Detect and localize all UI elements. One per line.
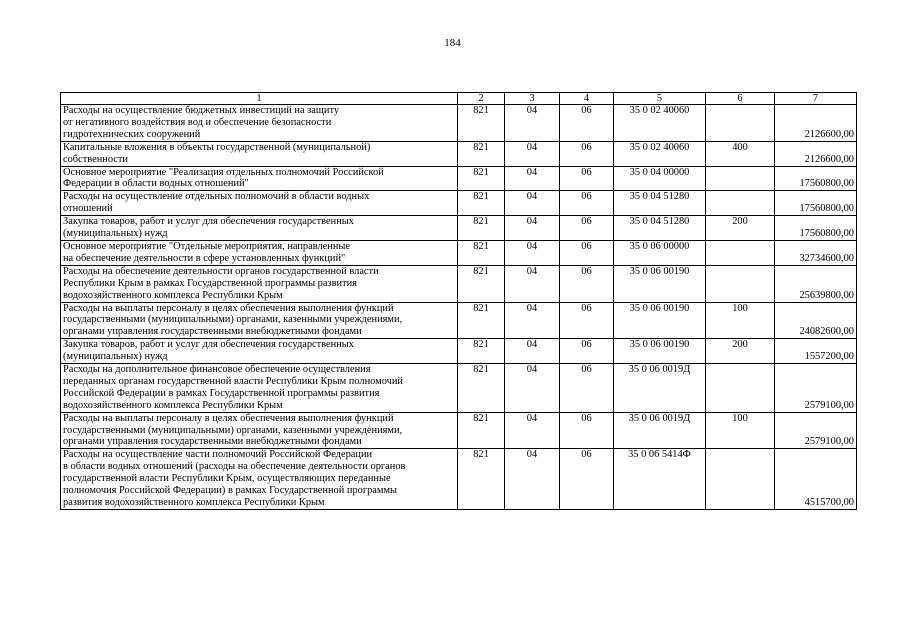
subsection-code-cell: 06	[560, 166, 614, 191]
target-article-cell: 35 0 06 0019Д	[614, 364, 706, 413]
amount-cell: 32734600,00	[775, 240, 857, 265]
header-cell: 5	[614, 93, 706, 105]
target-article-cell: 35 0 06 00190	[614, 339, 706, 364]
expense-type-cell	[706, 105, 775, 142]
description-cell: Основное мероприятие "Реализация отдельных полномочий Российской Федерации в области водных отношений"	[61, 166, 458, 191]
table-row	[61, 412, 857, 449]
section-code-cell: 04	[505, 449, 560, 510]
section-code-cell: 04	[505, 105, 560, 142]
subsection-code-cell: 06	[560, 141, 614, 166]
table-header-row	[61, 93, 857, 105]
subsection-code-cell: 06	[560, 339, 614, 364]
amount-cell: 2579100,00	[775, 364, 857, 413]
table-row	[61, 105, 857, 142]
section-code-cell: 04	[505, 166, 560, 191]
amount-cell: 17560800,00	[775, 216, 857, 241]
target-article-cell: 35 0 06 0019Д	[614, 412, 706, 449]
header-cell: 4	[560, 93, 614, 105]
target-article-cell: 35 0 06 00190	[614, 302, 706, 339]
grbs-code-cell: 821	[458, 216, 505, 241]
section-code-cell: 04	[505, 412, 560, 449]
grbs-code-cell: 821	[458, 339, 505, 364]
section-code-cell: 04	[505, 364, 560, 413]
table-row	[61, 166, 857, 191]
expense-type-cell	[706, 364, 775, 413]
subsection-code-cell: 06	[560, 412, 614, 449]
section-code-cell: 04	[505, 141, 560, 166]
description-cell: Расходы на выплаты персоналу в целях обеспечения выполнения функций государственными (муниципальными) органами, казенными учреждениями, органами управления государственными внебюджетными фондами	[61, 302, 458, 339]
expense-type-cell	[706, 240, 775, 265]
section-code-cell: 04	[505, 339, 560, 364]
amount-cell: 2126600,00	[775, 141, 857, 166]
table-row	[61, 364, 857, 413]
table-row	[61, 302, 857, 339]
expense-type-cell	[706, 191, 775, 216]
budget-table	[60, 92, 857, 510]
table-row	[61, 191, 857, 216]
description-cell: Основное мероприятие "Отдельные мероприятия, направленные на обеспечение деятельности в сфере установленных функций"	[61, 240, 458, 265]
target-article-cell: 35 0 04 51280	[614, 216, 706, 241]
description-cell: Закупка товаров, работ и услуг для обеспечения государственных (муниципальных) нужд	[61, 339, 458, 364]
target-article-cell: 35 0 04 51280	[614, 191, 706, 216]
description-cell: Расходы на осуществление отдельных полномочий в области водных отношений	[61, 191, 458, 216]
description-cell: Расходы на выплаты персоналу в целях обеспечения выполнения функций государственными (муниципальными) органами, казенными учреждениями, органами управления государственными внебюджетными фондами	[61, 412, 458, 449]
subsection-code-cell: 06	[560, 302, 614, 339]
table-row	[61, 141, 857, 166]
amount-cell: 25639800,00	[775, 265, 857, 302]
header-cell: 3	[505, 93, 560, 105]
description-cell: Закупка товаров, работ и услуг для обеспечения государственных (муниципальных) нужд	[61, 216, 458, 241]
target-article-cell: 35 0 06 00000	[614, 240, 706, 265]
expense-type-cell	[706, 166, 775, 191]
header-cell: 2	[458, 93, 505, 105]
budget-table-body	[61, 93, 857, 510]
target-article-cell: 35 0 06 5414Ф	[614, 449, 706, 510]
subsection-code-cell: 06	[560, 449, 614, 510]
subsection-code-cell: 06	[560, 265, 614, 302]
section-code-cell: 04	[505, 265, 560, 302]
grbs-code-cell: 821	[458, 265, 505, 302]
amount-cell: 17560800,00	[775, 166, 857, 191]
expense-type-cell: 200	[706, 339, 775, 364]
amount-cell: 17560800,00	[775, 191, 857, 216]
section-code-cell: 04	[505, 240, 560, 265]
target-article-cell: 35 0 06 00190	[614, 265, 706, 302]
grbs-code-cell: 821	[458, 412, 505, 449]
grbs-code-cell: 821	[458, 302, 505, 339]
description-cell: Расходы на осуществление бюджетных инвестиций на защиту от негативного воздействия вод и обеспечение безопасности гидротехнических сооружений	[61, 105, 458, 142]
target-article-cell: 35 0 02 40060	[614, 141, 706, 166]
table-row	[61, 216, 857, 241]
header-cell: 1	[61, 93, 458, 105]
target-article-cell: 35 0 04 00000	[614, 166, 706, 191]
description-cell: Расходы на дополнительное финансовое обеспечение осуществления переданных органам государственной власти Республики Крым полномочий Российской Федерации в рамках Государственной программы развития водохозяйственного комплекса Республики Крым	[61, 364, 458, 413]
grbs-code-cell: 821	[458, 240, 505, 265]
expense-type-cell: 100	[706, 302, 775, 339]
table-row	[61, 265, 857, 302]
subsection-code-cell: 06	[560, 364, 614, 413]
grbs-code-cell: 821	[458, 449, 505, 510]
grbs-code-cell: 821	[458, 141, 505, 166]
section-code-cell: 04	[505, 302, 560, 339]
amount-cell: 1557200,00	[775, 339, 857, 364]
expense-type-cell	[706, 449, 775, 510]
amount-cell: 2126600,00	[775, 105, 857, 142]
header-cell: 6	[706, 93, 775, 105]
target-article-cell: 35 0 02 40060	[614, 105, 706, 142]
amount-cell: 2579100,00	[775, 412, 857, 449]
description-cell: Расходы на обеспечение деятельности органов государственной власти Республики Крым в рамках Государственной программы развития водохозяйственного комплекса Республики Крым	[61, 265, 458, 302]
table-row	[61, 449, 857, 510]
table-row	[61, 339, 857, 364]
section-code-cell: 04	[505, 216, 560, 241]
description-cell: Расходы на осуществление части полномочий Российской Федерации в области водных отношений (расходы на обеспечение деятельности органов государственной власти Республики Крым, осуществляющих переданные полномочия Российской Федерации) в рамках Государственной программы развития водохозяйственного комплекса Республики Крым	[61, 449, 458, 510]
subsection-code-cell: 06	[560, 240, 614, 265]
amount-cell: 4515700,00	[775, 449, 857, 510]
expense-type-cell: 100	[706, 412, 775, 449]
expense-type-cell: 200	[706, 216, 775, 241]
section-code-cell: 04	[505, 191, 560, 216]
table-row	[61, 240, 857, 265]
grbs-code-cell: 821	[458, 364, 505, 413]
page-number: 184	[444, 37, 461, 49]
description-cell: Капитальные вложения в объекты государственной (муниципальной) собственности	[61, 141, 458, 166]
amount-cell: 24082600,00	[775, 302, 857, 339]
grbs-code-cell: 821	[458, 191, 505, 216]
subsection-code-cell: 06	[560, 216, 614, 241]
subsection-code-cell: 06	[560, 191, 614, 216]
expense-type-cell: 400	[706, 141, 775, 166]
grbs-code-cell: 821	[458, 105, 505, 142]
header-cell: 7	[775, 93, 857, 105]
expense-type-cell	[706, 265, 775, 302]
grbs-code-cell: 821	[458, 166, 505, 191]
subsection-code-cell: 06	[560, 105, 614, 142]
